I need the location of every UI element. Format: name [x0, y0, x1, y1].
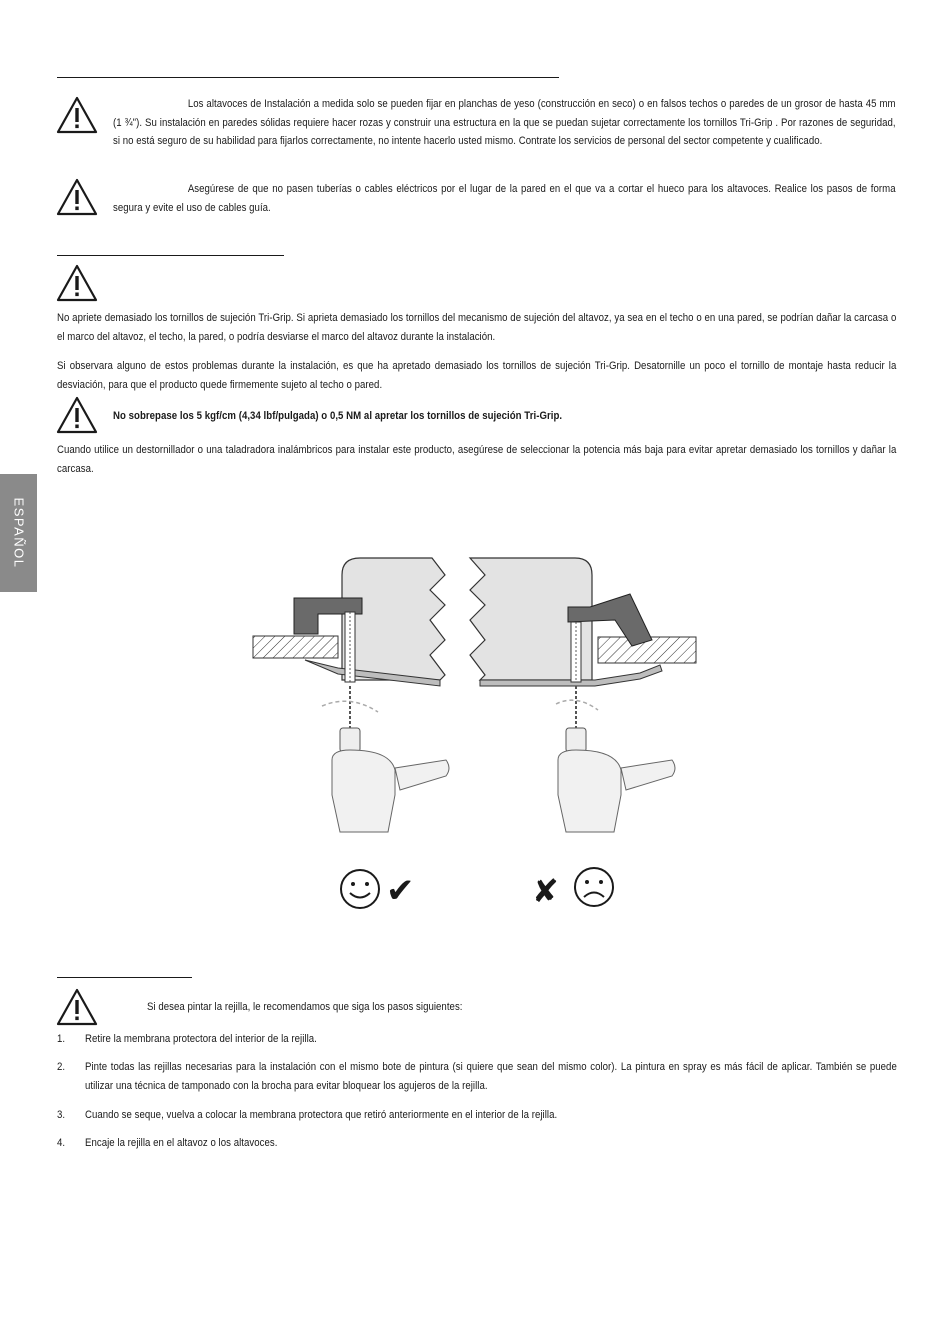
paragraph-cordless-driver: Cuando utilice un destornillador o una taladradora inalámbricos para instalar este producto, asegúrese de seleccionar la potencia más baja para evitar apretar demasiado los tornillos y dañar la carcasa. — [57, 444, 897, 475]
step-text: Retire la membrana protectora del interior de la rejilla. — [85, 1033, 317, 1045]
drill-right — [558, 728, 675, 832]
warning-icon — [56, 96, 98, 134]
drill-left — [332, 728, 449, 832]
cross-icon: ✘ — [532, 872, 559, 910]
screw-left — [345, 612, 355, 682]
installation-illustration — [240, 500, 710, 920]
section-heading-rule-2 — [57, 255, 284, 256]
step-text: Cuando se seque, vuelva a colocar la membrana protectora que retiró anteriormente en el interior de la rejilla. — [85, 1109, 558, 1121]
warning-icon — [56, 178, 98, 216]
step-number: 2. — [57, 1061, 66, 1073]
ceiling-board-left — [253, 636, 338, 658]
step-text: Encaje la rejilla en el altavoz o los altavoces. — [85, 1137, 278, 1149]
speaker-body-left — [342, 558, 445, 680]
warning-icon — [56, 988, 98, 1026]
warning-icon — [56, 396, 98, 434]
checkmark-icon: ✔ — [386, 871, 415, 911]
warning-text-drywall: Los altavoces de Instalación a medida solo se pueden fijar en planchas de yeso (construcción en seco) o en falsos techos o paredes de un grosor de hasta 45 mm (1 ¾"). Su instalación en paredes sólidas requiere hacer rozas y construir una estructura en la que se puedan sujetar correctamente los tornillos Tri-Grip . Por razones de seguridad, si no está seguro de su habilidad para fijarlos correctamente, no intente hacerlo usted mismo. Contrate los servicios de personal del sector competente y cualificado. — [113, 98, 896, 148]
paragraph-overtighten: No apriete demasiado los tornillos de sujeción Tri-Grip. Si aprieta demasiado los tornillos del mecanismo de sujeción del altavoz, ya sea en el techo o en una pared, se podrían dañar la carcasa o el marco del altavoz, el techo, la pared, o podría desviarse el marco del altavoz durante la instalación. — [57, 312, 897, 343]
step-number: 4. — [57, 1137, 66, 1149]
section-heading-rule-1 — [57, 77, 559, 78]
step-text: Pinte todas las rejillas necesarias para la instalación con el mismo bote de pintura (si quiere que sean del mismo color). La pintura en spray es más fácil de aplicar. También se puede utilizar una técnica de tamponado con la brocha para evitar bloquear los agujeros de la rejilla. — [85, 1061, 897, 1092]
warning-icon — [56, 264, 98, 302]
sad-face-icon — [575, 868, 613, 906]
language-tab-label: ESPAÑOL — [11, 497, 26, 569]
language-tab — [0, 474, 37, 592]
torque-warning: No sobrepase los 5 kgf/cm (4,34 lbf/pulgada) o 0,5 NM al apretar los tornillos de sujeción Tri-Grip. — [113, 410, 563, 422]
section-heading-rule-3 — [57, 977, 192, 978]
paint-intro: Si desea pintar la rejilla, le recomendamos que siga los pasos siguientes: — [147, 1001, 463, 1013]
paragraph-deflection: Si observara alguno de estos problemas durante la instalación, es que ha apretado demasiado los tornillos de sujeción Tri-Grip. Desatornille un poco el tornillo de montaje hasta reducir la desviación, para que el producto quede firmemente sujeto al techo o pared. — [57, 360, 897, 391]
step-number: 1. — [57, 1033, 66, 1045]
warning-text-cables: Asegúrese de que no pasen tuberías o cables eléctricos por el lugar de la pared en el que va a cortar el hueco para los altavoces. Realice los pasos de forma segura y evite el uso de cables guía. — [113, 183, 896, 214]
step-number: 3. — [57, 1109, 66, 1121]
smiley-face-icon — [341, 870, 379, 908]
